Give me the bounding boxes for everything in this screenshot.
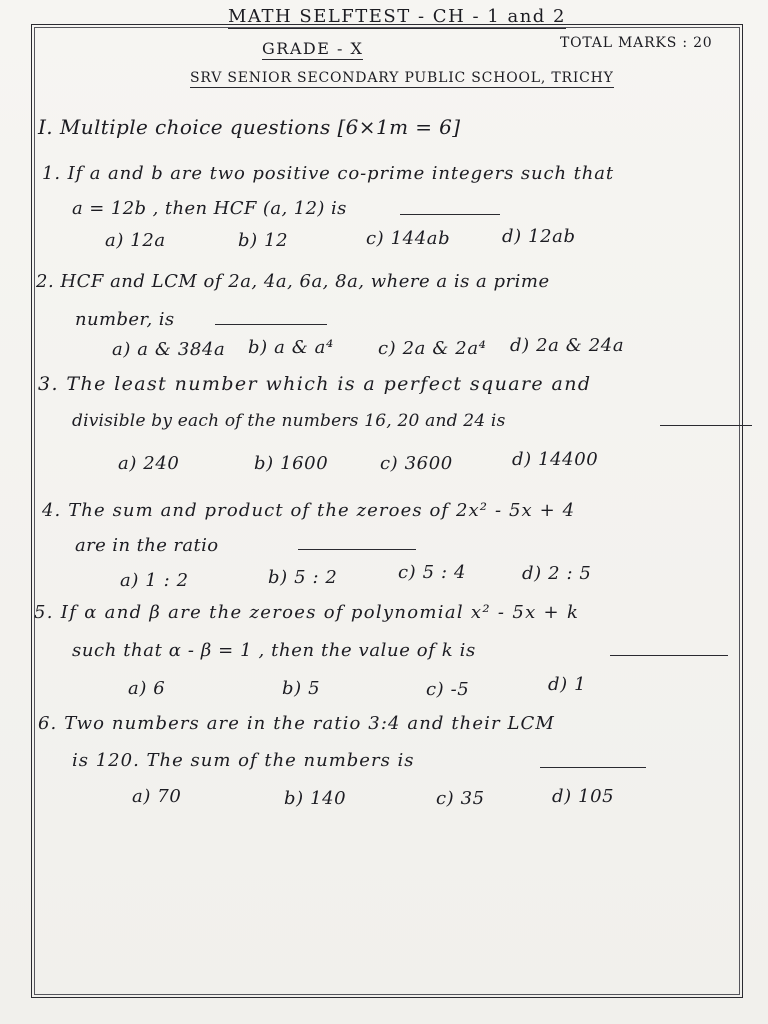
q1-option-b: b) 12 xyxy=(238,230,289,251)
question-3-line-2: divisible by each of the numbers 16, 20 and 24 is xyxy=(72,411,506,431)
total-marks: TOTAL MARKS : 20 xyxy=(560,35,713,51)
question-5-line-1: 5. If α and β are the zeroes of polynomial x² - 5x + k xyxy=(34,602,580,623)
q2-option-b: b) a & a⁴ xyxy=(248,337,334,358)
q5-option-a: a) 6 xyxy=(128,678,166,699)
q1-option-a: a) 12a xyxy=(105,230,166,251)
q2-option-c: c) 2a & 2a⁴ xyxy=(378,338,487,359)
q1-option-c: c) 144ab xyxy=(366,228,451,249)
q5-option-c: c) -5 xyxy=(426,679,470,700)
question-2-line-2: number, is xyxy=(75,309,175,330)
question-4-line-1: 4. The sum and product of the zeroes of 2x² - 5x + 4 xyxy=(42,500,576,521)
question-6-answer-blank xyxy=(540,767,646,768)
q1-option-d: d) 12ab xyxy=(502,226,576,247)
question-4-answer-blank xyxy=(298,549,416,550)
section-1-heading: I. Multiple choice questions [6×1m = 6] xyxy=(38,115,461,139)
q4-option-b: b) 5 : 2 xyxy=(268,567,338,588)
q3-option-d: d) 14400 xyxy=(512,449,599,470)
question-5-line-2: such that α - β = 1 , then the value of k is xyxy=(72,640,476,661)
question-1-answer-blank xyxy=(400,214,500,215)
q3-option-a: a) 240 xyxy=(118,453,180,474)
q3-option-b: b) 1600 xyxy=(254,453,329,474)
question-2-line-1: 2. HCF and LCM of 2a, 4a, 6a, 8a, where a is a prime xyxy=(36,271,550,292)
q2-option-d: d) 2a & 24a xyxy=(510,335,625,356)
question-6-line-2: is 120. The sum of the numbers is xyxy=(72,750,415,771)
question-6-line-1: 6. Two numbers are in the ratio 3:4 and their LCM xyxy=(38,713,555,734)
question-3-line-1: 3. The least number which is a perfect square and xyxy=(38,373,592,395)
q6-option-a: a) 70 xyxy=(132,786,182,807)
question-1-line-1: 1. If a and b are two positive co-prime integers such that xyxy=(42,163,614,184)
school-name: SRV SENIOR SECONDARY PUBLIC SCHOOL, TRICHY xyxy=(190,70,614,86)
test-title: MATH SELFTEST - CH - 1 and 2 xyxy=(228,6,566,27)
grade-label: GRADE - X xyxy=(262,39,364,58)
q6-option-c: c) 35 xyxy=(436,788,485,809)
question-5-answer-blank xyxy=(610,655,728,656)
question-4-line-2: are in the ratio xyxy=(75,535,219,556)
q4-option-c: c) 5 : 4 xyxy=(398,562,467,583)
q6-option-d: d) 105 xyxy=(552,786,615,807)
q4-option-a: a) 1 : 2 xyxy=(120,570,189,591)
question-3-answer-blank xyxy=(660,425,752,426)
q2-option-a: a) a & 384a xyxy=(112,339,226,360)
q4-option-d: d) 2 : 5 xyxy=(522,563,592,584)
question-1-line-2: a = 12b , then HCF (a, 12) is xyxy=(72,198,347,219)
question-2-answer-blank xyxy=(215,324,327,325)
q5-option-b: b) 5 xyxy=(282,678,321,699)
q6-option-b: b) 140 xyxy=(284,788,347,809)
q5-option-d: d) 1 xyxy=(548,674,587,695)
q3-option-c: c) 3600 xyxy=(380,453,453,474)
